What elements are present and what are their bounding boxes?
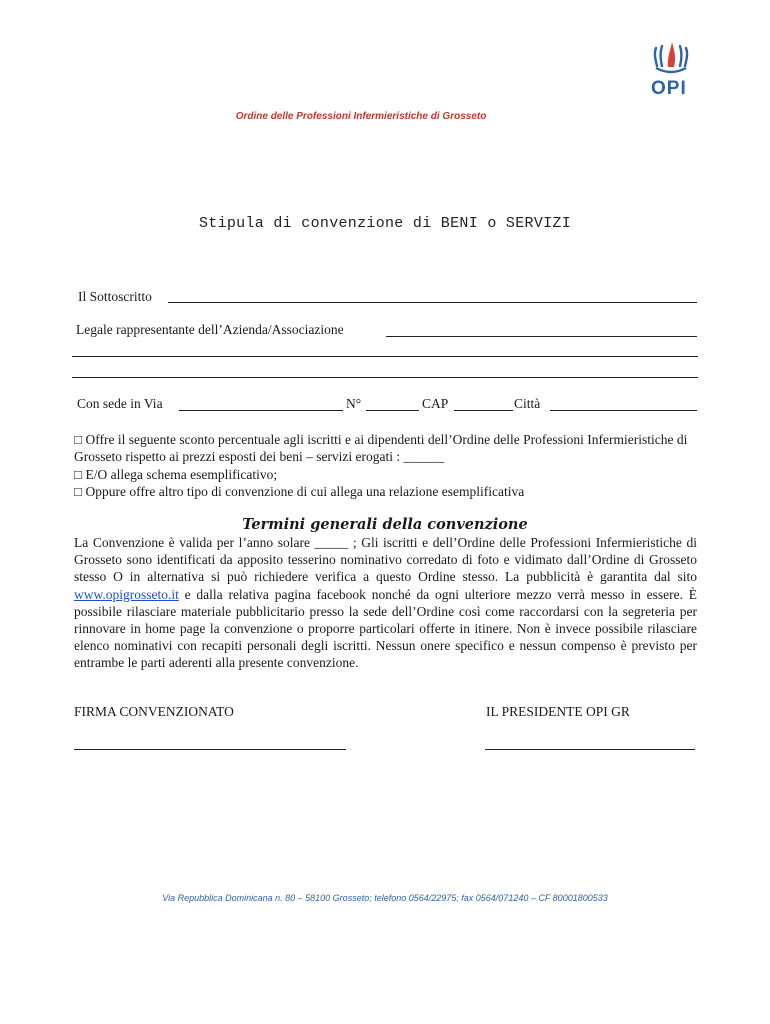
document-title: Stipula di convenzione di BENI o SERVIZI [198,215,572,232]
numero-field[interactable] [366,410,419,411]
sottoscritto-label: Il Sottoscritto [78,289,152,304]
org-name: Ordine delle Professioni Infermieristiche di Grosseto [235,111,487,122]
footer-address: Via Repubblica Dominicana n. 80 – 58100 Grosseto; telefono 0564/22975; fax 0564/071240 – CF 80001800533 [162,893,608,903]
option-schema[interactable]: □ E/O allega schema esemplificativo; [74,467,278,482]
blank-rule-1[interactable] [72,356,698,357]
via-field[interactable] [179,410,343,411]
legale-label: Legale rappresentante dell’Azienda/Associazione [76,322,344,337]
terms-heading: Termini generali della convenzione [242,516,528,533]
signature-left-field[interactable] [74,749,346,750]
terms-text-1: La Convenzione è valida per l’anno solare _____ ; Gli iscritti e dell’Ordine delle Professioni Infermieristiche di Grosseto sono identificati da apposito tesserino nominativo corredato di foto e vidimato dall’Ordine di Grosseto stesso O in alternativa si può richiedere verifica a questo Ordine stesso. La pubblicità è garantita dal sito [74,535,697,585]
citta-label: Città [514,396,541,411]
legale-field[interactable] [386,336,697,337]
via-label: Con sede in Via [77,396,163,411]
citta-field[interactable] [550,410,697,411]
option-altro[interactable]: □ Oppure offre altro tipo di convenzione di cui allega una relazione esemplificativa [74,484,525,499]
option-sconto[interactable]: □ Offre il seguente sconto percentuale agli iscritti e ai dipendenti dell’Ordine delle Professioni Infermieristiche di Grosseto rispetto ai prezzi esposti dei beni – servizi erogati : ______ [74,432,688,464]
logo-text: OPI [651,78,687,99]
signature-left-label: FIRMA CONVENZIONATO [74,704,234,719]
blank-rule-2[interactable] [72,377,698,378]
cap-label: CAP [422,396,449,411]
signature-right-field[interactable] [485,749,695,750]
sottoscritto-field[interactable] [168,302,697,303]
numero-label: N° [346,396,362,411]
terms-text-2: e dalla relativa pagina facebook nonché da ogni ulteriore mezzo verrà messo in essere. È possibile rilasciare materiale pubblicitario presso la sede dell’Ordine così come raccordarsi con la segreteria per rinnovare in home page la convenzione o proporre particolari offerte in itinere. Non è invece possibile rilasciare elenco nominativi con recapiti personali degli iscritti. Nessun onere specifico e nessun compenso è previsto per entrambe le parti aderenti alla presente convenzione. [74,586,697,671]
terms-body [74,534,697,672]
website-link[interactable]: www.opigrosseto.it [74,586,179,602]
cap-field[interactable] [454,410,513,411]
signature-right-label: IL PRESIDENTE OPI GR [486,704,630,719]
